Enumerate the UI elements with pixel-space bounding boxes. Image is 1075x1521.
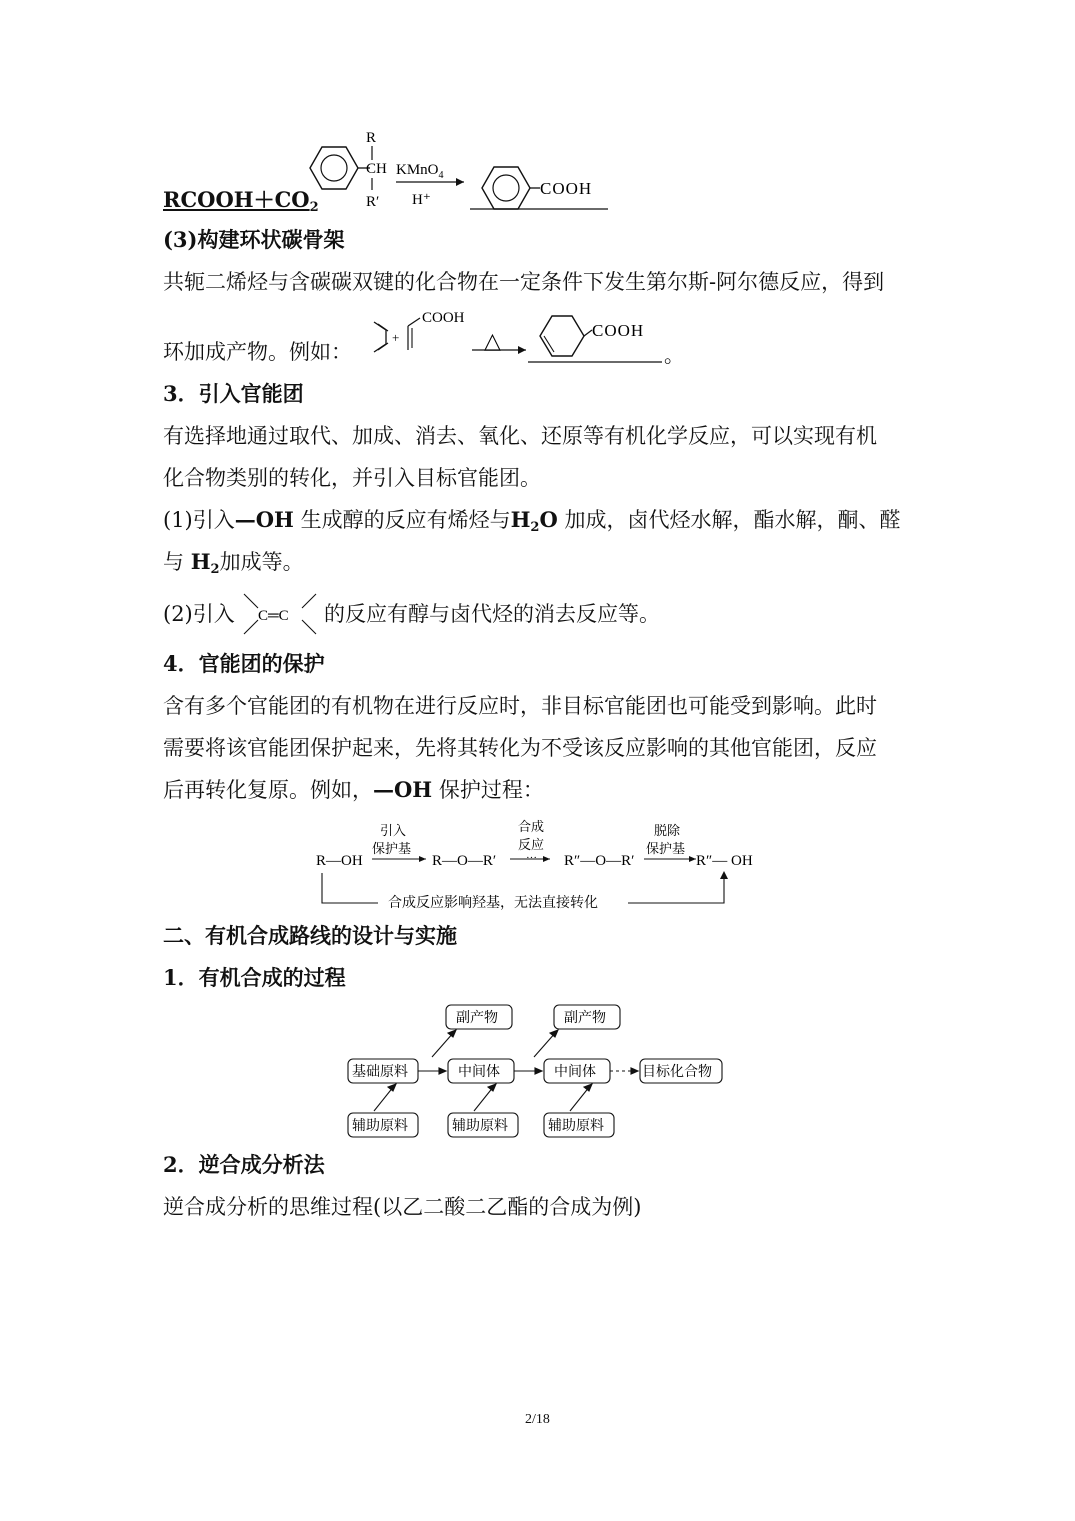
svg-text:合成: 合成 [518, 820, 545, 835]
heading-6: 2．逆合成分析法 [163, 1152, 325, 1177]
protect-mid2: R″—O—R′ [564, 853, 635, 869]
svg-text:基础原料: 基础原料 [352, 1065, 408, 1080]
product-cooh: COOH [540, 179, 593, 198]
svg-text:保护基: 保护基 [372, 842, 412, 857]
diene [374, 322, 386, 352]
svg-text:反应: 反应 [518, 838, 545, 853]
protect-start: R—OH [316, 853, 363, 869]
para-3e: (2)引入 [163, 602, 235, 626]
svg-text:目标化合物: 目标化合物 [642, 1065, 712, 1080]
substituent-r: R [366, 130, 377, 146]
protection-diagram [310, 815, 770, 910]
svg-text:中间体: 中间体 [458, 1065, 500, 1080]
para-3a: 有选择地通过取代、加成、消去、氧化、还原等有机化学反应，可以实现有机 [163, 424, 877, 448]
para-6: 逆合成分析的思维过程(以乙二酸二乙酯的合成为例) [163, 1195, 642, 1219]
reagent-h: H⁺ [412, 192, 431, 208]
diels-alder-text: 共轭二烯烃与含碳碳双键的化合物在一定条件下发生第尔斯-阿尔德反应，得到 [163, 270, 885, 294]
heading-5: 1．有机合成的过程 [163, 965, 346, 990]
svg-text:C═C: C═C [258, 608, 289, 624]
cyclohexene-product [540, 316, 584, 356]
svg-text:辅助原料: 辅助原料 [452, 1119, 508, 1134]
svg-text:引入: 引入 [380, 824, 407, 839]
reaction1-diagram [300, 126, 620, 216]
svg-text:。: 。 [664, 345, 684, 367]
page-number: 2/18 [525, 1412, 550, 1427]
svg-text:副产物: 副产物 [456, 1011, 498, 1026]
para-3b: 化合物类别的转化，并引入目标官能团。 [163, 466, 541, 490]
svg-text:辅助原料: 辅助原料 [352, 1119, 408, 1134]
ch-label: CH [366, 161, 387, 177]
svg-text:+: + [392, 330, 400, 345]
svg-text:副产物: 副产物 [564, 1011, 606, 1026]
svg-text:辅助原料: 辅助原料 [548, 1119, 604, 1134]
reaction1-lhs: $RCOOH+CO_2$ [163, 187, 319, 215]
para-4c: 后再转化复原。例如，—OH 保护过程： [163, 777, 544, 802]
para-3e-rest: 的反应有醇与卤代烃的消去反应等。 [324, 602, 660, 626]
part2-heading: 二、有机合成路线的设计与实施 [163, 923, 457, 948]
svg-text:···: ··· [526, 852, 537, 864]
synthesis-flowchart [340, 1000, 740, 1142]
heading-3: 3．引入官能团 [163, 381, 304, 406]
reagent-kmno4: KMnO$_4$ [396, 162, 444, 181]
diels-alder-diagram [360, 306, 684, 367]
para-4b: 需要将该官能团保护起来，先将其转化为不受该反应影响的其他官能团，反应 [163, 736, 877, 760]
section-3-heading: (3)构建环状碳骨架 [163, 227, 345, 252]
heading-4: 4．官能团的保护 [163, 651, 325, 676]
svg-text:脱除: 脱除 [654, 824, 681, 839]
svg-text:保护基: 保护基 [646, 842, 686, 857]
protect-end: R″— OH [696, 853, 753, 869]
protect-mid1: R—O—R′ [432, 853, 497, 869]
svg-text:中间体: 中间体 [554, 1065, 596, 1080]
para-3d: 与 $H_2$加成等。 [163, 549, 304, 577]
dienophile-cooh: COOH [422, 310, 465, 326]
diels-alder-example: 环加成产物。例如： [163, 340, 352, 364]
substituent-r-prime: R′ [366, 194, 380, 210]
product-cooh-2: COOH [592, 321, 645, 340]
benzene-ring-left [310, 147, 358, 189]
para-3c: (1)引入—OH 生成醇的反应有烯烃与$H_2O$ 加成，卤代烃水解，酯水解，酮、醛 [163, 507, 901, 535]
para-4a: 含有多个官能团的有机物在进行反应时，非目标官能团也可能受到影响。此时 [163, 694, 877, 718]
benzene-ring-product [482, 167, 530, 209]
heat-condition: △ [484, 328, 501, 353]
cc-double-bond [238, 590, 322, 638]
protect-note: 合成反应影响羟基，无法直接转化 [388, 895, 598, 911]
